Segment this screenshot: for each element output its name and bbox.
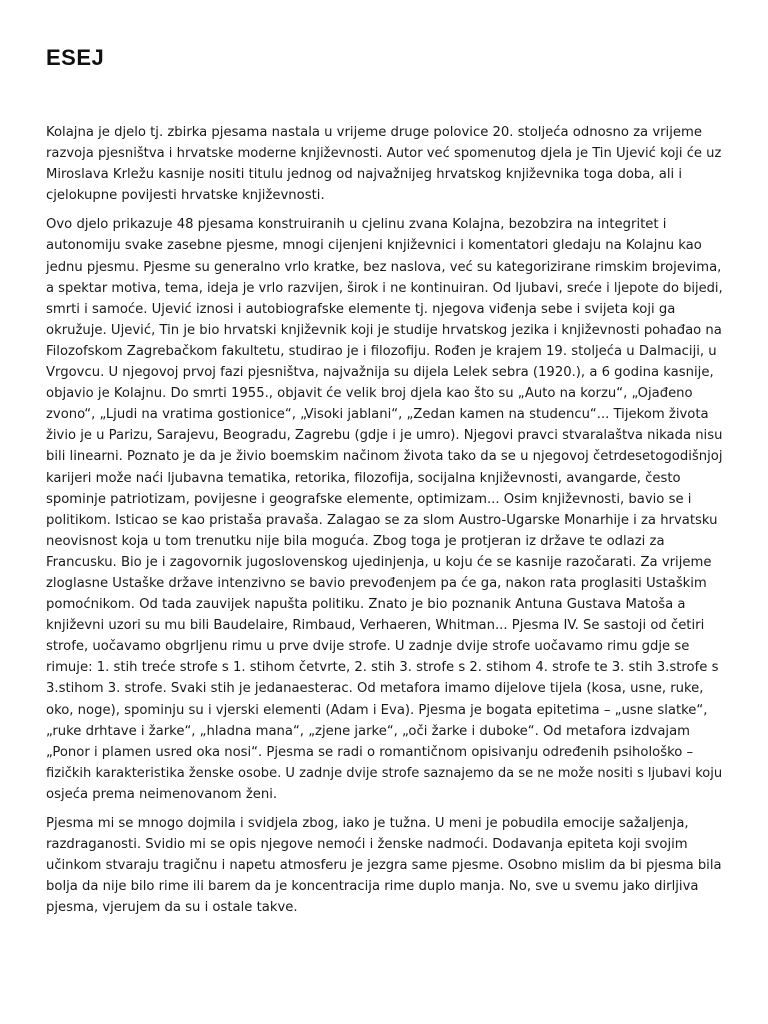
text-line: zvono“, „Ljudi na vratima gostionice“, „Visoki jablani“, „Zedan kamen na studencu“... Tijekom života — [46, 407, 709, 423]
text-line: „ruke drhtave i žarke“, „hladna mana“, „zjene jarke“, „oči žarke i duboke“. Od metafora izdvajam — [46, 723, 690, 739]
text-line: okružuje. Ujević, Tin je bio hrvatski književnik koji je studije hrvatskog jezika i književnosti pohađao na — [46, 322, 722, 338]
text-line: pomoćnikom. Od tada zauvijek napušta politiku. Znato je bio poznanik Antuna Gustava Matoša a — [46, 597, 686, 613]
paragraph-intro — [46, 122, 722, 206]
text-line: bolja da nije bilo rime ili barem da je koncentracija rime duplo manja. No, sve u svemu jako dirljiva — [46, 879, 699, 895]
text-line: 3.stihom 3. strofe. Svaki stih je jedanaesterac. Od metafora imamo dijelove tijela (kosa, usne, ruke, — [46, 681, 704, 697]
text-line: zloglasne Ustaške države intenzivno se bavio prevođenjem pa će ga, nakon rata proglasiti Ustaškim — [46, 575, 707, 591]
text-line: strofe, uočavamo obgrljenu rimu u prve dvije strofe. U zadnje dvije strofe uočavamo rimu gdje se — [46, 639, 690, 655]
text-line: razvoja pjesništva i hrvatske moderne književnosti. Autor već spomenutog djela je Tin Ujević koji će uz — [46, 146, 722, 162]
text-line: Pjesma mi se mnogo dojmila i svidjela zbog, iako je tužna. U meni je pobudila emocije sažaljenja, — [46, 816, 689, 831]
text-line: učinkom stvaraju tragičnu i napetu atmosferu je jezgra same pjesme. Osobno mislim da bi pjesma bila — [46, 858, 722, 874]
text-line: jednu pjesmu. Pjesme su generalno vrlo kratke, bez naslova, već su kategorizirane rimskim brojevima, — [46, 259, 722, 275]
text-line: karijeri može naći ljubavna tematika, retorika, filozofija, socijalna književnosti, avangarde, često — [46, 470, 681, 486]
text-line: osjeća prema neimenovanom ženi. — [46, 786, 278, 802]
text-line: pjesma, vjerujem da su i ostale takve. — [46, 900, 298, 916]
text-line: neovisnost koja u tom trenutku nije bila moguća. Zbog toga je protjeran iz države te odlazi za — [46, 533, 665, 549]
text-line: bili linearni. Poznato je da je živio boemskim načinom života tako da se u njegovoj četrdesetogodišnjoj — [46, 449, 723, 465]
text-line: spominje patriotizam, povijesne i geografske elemente, optimizam... Osim književnosti, bavio se i — [46, 491, 692, 507]
paragraph-conclusion — [46, 813, 722, 918]
text-line: autonomiju svake zasebne pjesme, mnogi cijenjeni književnici i komentatori gledaju na Kolajnu kao — [46, 238, 702, 254]
text-line: Vrgovcu. U njegovoj prvoj fazi pjesništva, najvažnija su dijela Lelek sebra (1920.), a 6 godina kasnije, — [46, 365, 714, 381]
text-line: Miroslava Krležu kasnije nositi titulu jednog od najvažnijeg hrvatskog književnika toga doba, ali i — [46, 167, 682, 183]
text-line: Francusku. Bio je i zagovornik jugoslovenskog ujedinjenja, u koju će se kasnije razočarati. Za vrijeme — [46, 554, 712, 570]
document-title: ESEJ — [46, 45, 105, 70]
text-line: cjelokupne povijesti hrvatske književnosti. — [46, 188, 325, 204]
text-line: smrti i samoće. Ujević iznosi i autobiografske elemente tj. njegova viđenja sebe i svijeta koji ga — [46, 301, 676, 317]
paragraph-analysis — [46, 214, 722, 805]
text-line: književni uzori su mu bili Baudelaire, Rimbaud, Verhaeren, Whitman... Pjesma IV. Se sastoji od četiri — [46, 618, 705, 634]
text-line: živio je u Parizu, Sarajevu, Beogradu, Zagrebu (gdje i je umro). Njegovi pravci stvaralaštva nikada nisu — [46, 428, 723, 444]
text-line: „Ponor i plamen usred oka nosi“. Pjesma se radi o romantičnom opisivanju određenih psihološko – — [46, 744, 694, 760]
document-body — [46, 122, 722, 926]
text-line: Ovo djelo prikazuje 48 pjesama konstruiranih u cjelinu zvana Kolajna, bezobzira na integritet i — [46, 217, 667, 233]
text-line: fizičkih karakteristika ženske osobe. U zadnje dvije strofe saznajemo da se ne može nositi s ljubavi koju — [46, 765, 723, 781]
text-line: Filozofskom Zagrebačkom fakultetu, studirao je i filozofiju. Rođen je krajem 19. stoljeća u Dalmaciji, u — [46, 343, 717, 359]
text-line: razdraganosti. Svidio mi se opis njegove nemoći i ženske nadmoći. Dodavanja epiteta koji svojim — [46, 837, 688, 853]
text-line: rimuje: 1. stih treće strofe s 1. stihom četvrte, 2. stih 3. strofe s 2. stihom 4. strofe te 3. stih 3.strofe s — [46, 660, 719, 676]
text-line: Kolajna je djelo tj. zbirka pjesama nastala u vrijeme druge polovice 20. stoljeća odnosno za vrijeme — [46, 125, 702, 140]
text-line: objavio je Kolajnu. Do smrti 1955., objavit će velik broj djela kao što su „Auto na korzu“, „Ojađeno — [46, 386, 693, 402]
text-line: politikom. Isticao se kao pristaša pravaša. Zalagao se za slom Austro-Ugarske Monarhije i za hrvatsku — [46, 512, 718, 528]
text-line: oko, noge), spominju su i vjerski elementi (Adam i Eva). Pjesma je bogata epitetima – „usne slatke“, — [46, 702, 708, 718]
text-line: a spektar motiva, tema, ideja je vrlo razvijen, širok i ne kontinuiran. Od ljubavi, sreće i ljepote do bijedi, — [46, 280, 723, 296]
